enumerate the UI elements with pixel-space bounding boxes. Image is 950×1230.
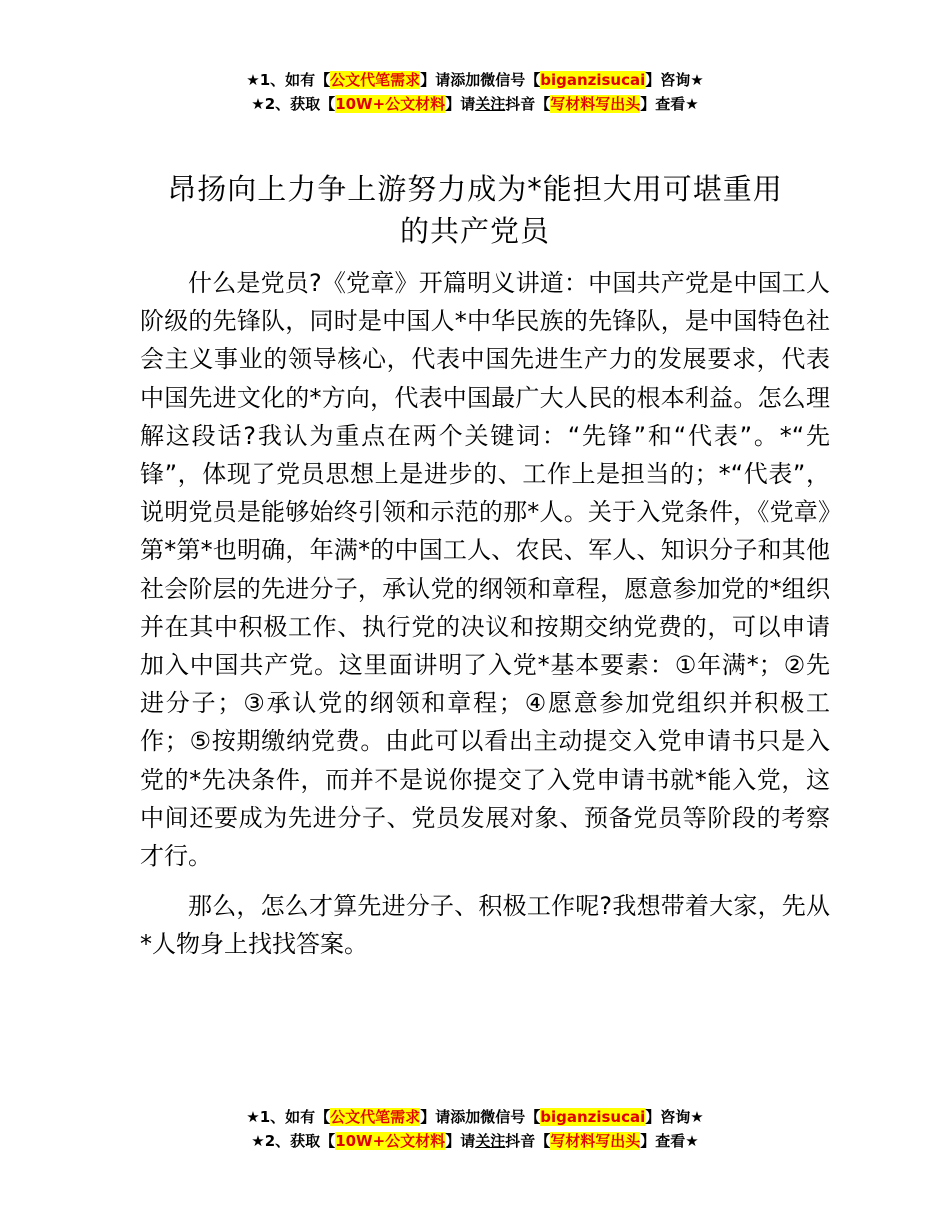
header-highlight-ghostwriting: 公文代笔需求: [330, 71, 421, 89]
footer-highlight-douyin-account: 写材料写出头: [550, 1132, 641, 1150]
header-line2-middle-post: 抖音【: [505, 95, 551, 113]
footer-banner-line-1: [0, 1105, 950, 1129]
footer-banner-line-2: [0, 1129, 950, 1153]
footer-line1-prefix: ★1、如有【: [246, 1108, 331, 1126]
header-banner-line-1: [0, 68, 950, 92]
footer-highlight-ghostwriting: 公文代笔需求: [330, 1108, 421, 1126]
header-line2-suffix: 】查看★: [640, 95, 699, 113]
header-line2-middle-pre: 】请: [445, 95, 476, 113]
header-line1-prefix: ★1、如有【: [246, 71, 331, 89]
header-highlight-douyin-account: 写材料写出头: [550, 95, 641, 113]
header-line2-prefix: ★2、获取【: [251, 95, 336, 113]
footer-highlight-materials: 10W+公文材料: [335, 1132, 446, 1150]
document-body: [140, 264, 830, 964]
body-paragraph-2: 那么，怎么才算先进分子、积极工作呢?我想带着大家，先从*人物身上找找答案。: [140, 892, 830, 959]
header-line1-middle: 】请添加微信号【: [420, 71, 541, 89]
footer-line1-suffix: 】咨询★: [645, 1108, 704, 1126]
document-title: [140, 168, 810, 252]
footer-line1-middle: 】请添加微信号【: [420, 1108, 541, 1126]
header-line1-suffix: 】咨询★: [645, 71, 704, 89]
footer-banner: [0, 1105, 950, 1153]
footer-line2-middle-pre: 】请: [445, 1132, 476, 1150]
document-title-line-2: 的共产党员: [399, 214, 550, 248]
body-paragraph-1: 什么是党员?《党章》开篇明义讲道：中国共产党是中国工人阶级的先锋队，同时是中国人*中华民族的先锋队，是中国特色社会主义事业的领导核心，代表中国先进生产力的发展要求，代表中国先进文化的*方向，代表中国最广大人民的根本利益。怎么理解这段话?我认为重点在两个关键词：“先锋”和“代表”。*“先锋”，体现了党员思想上是进步的、工作上是担当的；*“代表”，说明党员是能够始终引领和示范的那*人。关于入党条件，《党章》第*第*也明确，年满*的中国工人、农民、军人、知识分子和其他社会阶层的先进分子，承认党的纲领和章程，愿意参加党的*组织并在其中积极工作、执行党的决议和按期交纳党费的，可以申请加入中国共产党。这里面讲明了入党*基本要素：①年满*；②先进分子；③承认党的纲领和章程；④愿意参加党组织并积极工作；⑤按期缴纳党费。由此可以看出主动提交入党申请书只是入党的*先决条件，而并不是说你提交了入党申请书就*能入党，这中间还要成为先进分子、党员发展对象、预备党员等阶段的考察才行。: [140, 269, 830, 871]
footer-line2-suffix: 】查看★: [640, 1132, 699, 1150]
header-highlight-wechat-id: biganzisucai: [540, 71, 646, 89]
header-banner-line-2: [0, 92, 950, 116]
header-underlined-follow: 关注: [475, 95, 506, 113]
footer-line2-prefix: ★2、获取【: [251, 1132, 336, 1150]
header-banner: [0, 68, 950, 116]
footer-underlined-follow: 关注: [475, 1132, 506, 1150]
footer-line2-middle-post: 抖音【: [505, 1132, 551, 1150]
footer-highlight-wechat-id: biganzisucai: [540, 1108, 646, 1126]
document-title-line-1: 昂扬向上力争上游努力成为*能担大用可堪重用: [167, 172, 783, 206]
header-highlight-materials: 10W+公文材料: [335, 95, 446, 113]
